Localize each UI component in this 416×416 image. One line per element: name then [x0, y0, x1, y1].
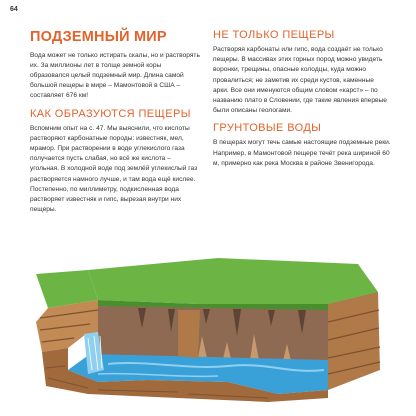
back-grass [88, 258, 378, 304]
right-column [213, 30, 391, 169]
right-cliff [328, 292, 380, 390]
intro-paragraph: Вода может не только истирать скалы, но и растворять их. За миллионы лет в толще земной коры образовался целый подземный мир. Длина самой большой пещеры в мире – Мамонтовой в США – составляет 676 км! [30, 51, 200, 100]
left-column [30, 30, 200, 215]
groundwater-paragraph: В пещерах могут течь самые настоящие подземные реки. Например, в Мамонтовой пещере течёт река шириной 60 м, примерно как река Москва в районе Звенигорода. [213, 139, 391, 167]
groundwater-heading: ГРУНТОВЫЕ ВОДЫ [213, 122, 322, 135]
front-pillar [178, 310, 200, 358]
karst-heading: НЕ ТОЛЬКО ПЕЩЕРЫ [213, 29, 335, 41]
cave-back-wall [98, 306, 328, 362]
karst-paragraph: Растворяя карбонаты или гипс, вода создаёт не только пещеры. В массивах этих горных пород можно увидеть воронки, трещины, опасные колодцы, куда можно провалиться; не заметив их среди кустов, каменные арки. Все они именуются общим словом «карст» – по названию плато в Словении, где такие явления впервые были описаны геологами. [213, 46, 387, 115]
page-number: 64 [10, 6, 18, 13]
main-heading: ПОДЗЕМНЫЙ МИР [30, 29, 167, 45]
caves-paragraph: Вспомним опыт на с. 47. Мы выяснили, что кислоты растворяют карбонатные породы: известняк, мел, мрамор. При растворении в воде углекислого газа получается пусть слабая, но всё же кислота – угольная. В холодной воде под землёй углекислый газ растворяется намного лучше, и там вода ещё кислее. Постепенно, по миллиметру, подкисленная вода растворяет известняк и гипс, вырезая внутри них пещеры. [30, 124, 198, 214]
cave-cross-section-illustration [28, 252, 388, 402]
caves-heading: КАК ОБРАЗУЮТСЯ ПЕЩЕРЫ [30, 107, 191, 120]
